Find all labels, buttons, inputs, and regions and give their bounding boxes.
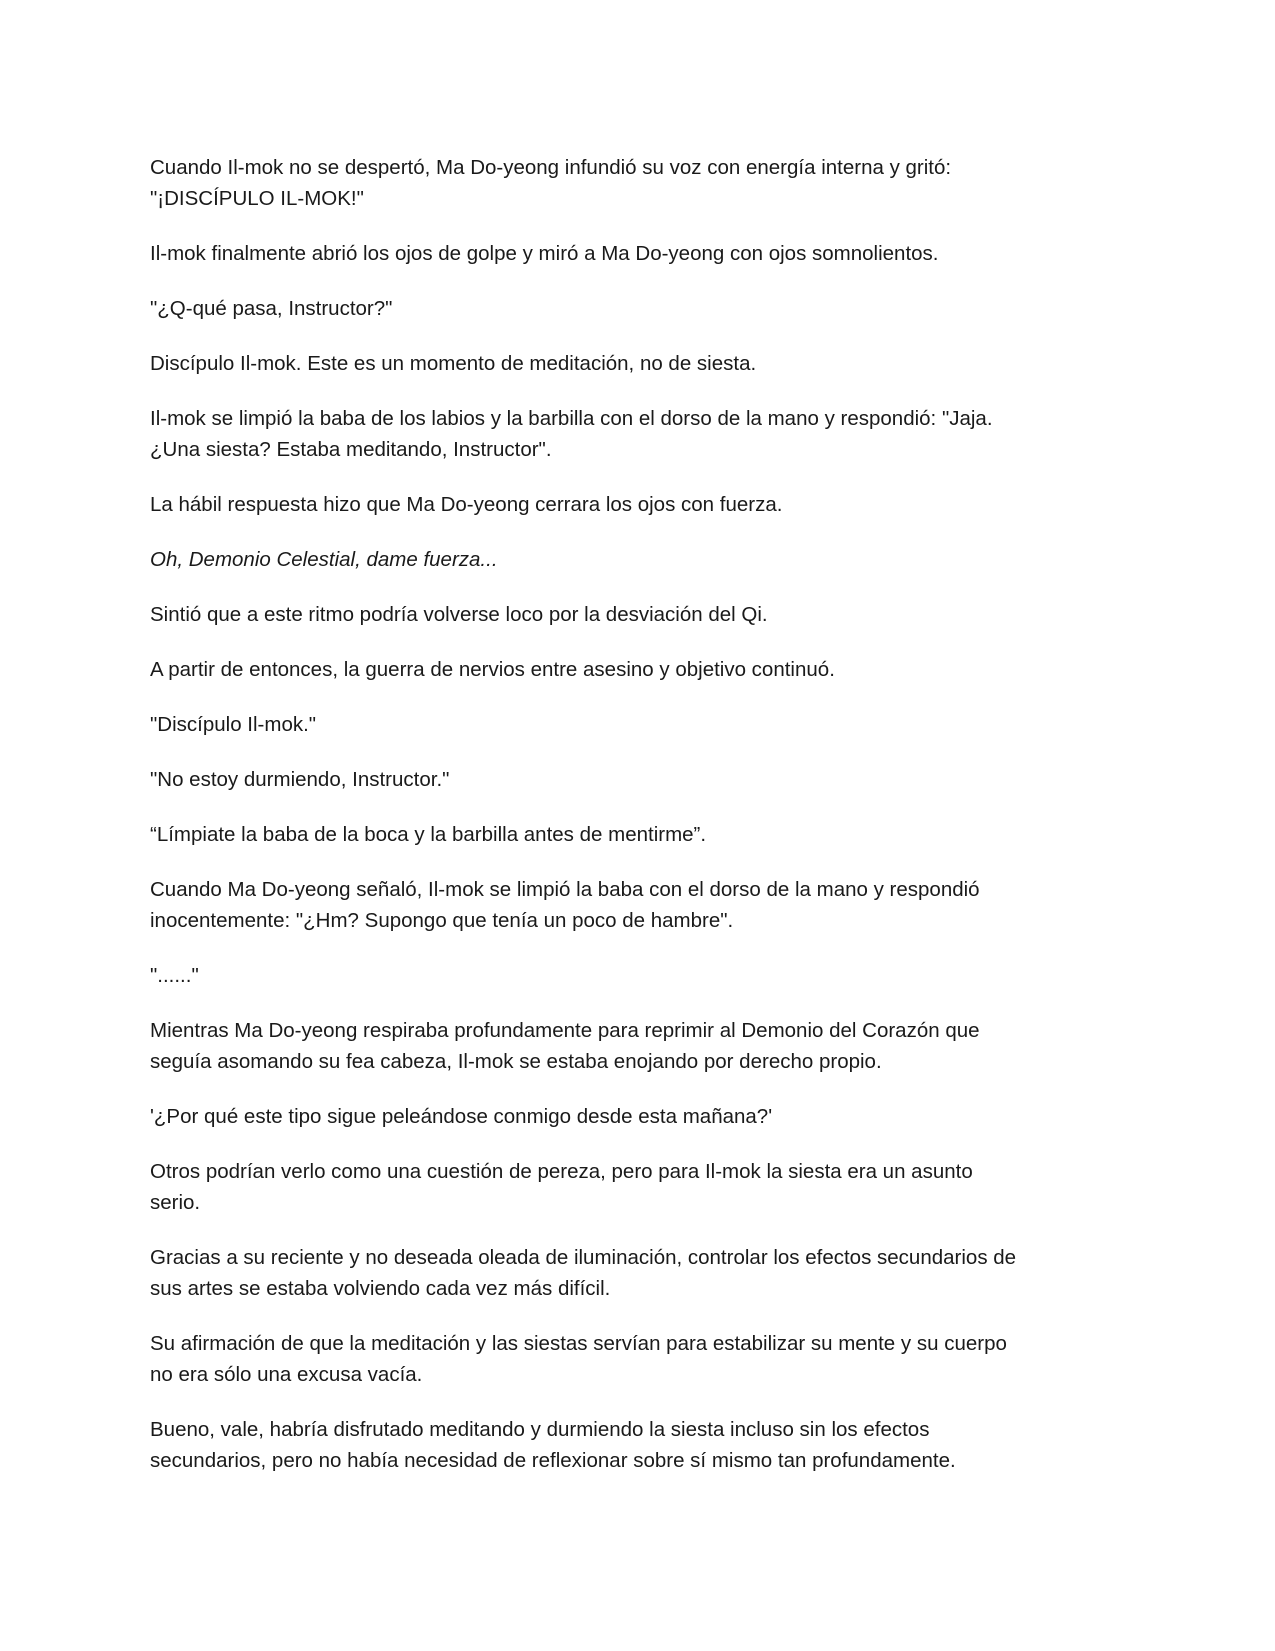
paragraph: Su afirmación de que la meditación y las siestas servían para estabilizar su mente y su cuerpo no era sólo una excusa vacía. xyxy=(150,1332,1007,1386)
paragraph: Sintió que a este ritmo podría volverse loco por la desviación del Qi. xyxy=(150,603,768,626)
paragraph-italic-thought: Oh, Demonio Celestial, dame fuerza... xyxy=(150,548,498,571)
paragraph: Otros podrían verlo como una cuestión de pereza, pero para Il-mok la siesta era un asunto serio. xyxy=(150,1160,973,1214)
paragraph: "No estoy durmiendo, Instructor." xyxy=(150,768,450,791)
paragraph: "......" xyxy=(150,964,199,987)
document-body xyxy=(150,152,1135,1500)
paragraph: Cuando Il-mok no se despertó, Ma Do-yeong infundió su voz con energía interna y gritó: "¡DISCÍPULO IL-MOK!" xyxy=(150,156,952,210)
paragraph: "¿Q-qué pasa, Instructor?" xyxy=(150,297,393,320)
paragraph: A partir de entonces, la guerra de nervios entre asesino y objetivo continuó. xyxy=(150,658,835,681)
paragraph: “Límpiate la baba de la boca y la barbilla antes de mentirme”. xyxy=(150,823,707,846)
paragraph: Discípulo Il-mok. Este es un momento de meditación, no de siesta. xyxy=(150,352,757,375)
paragraph: Gracias a su reciente y no deseada oleada de iluminación, controlar los efectos secundarios de sus artes se estaba volviendo cada vez más difícil. xyxy=(150,1246,1017,1300)
paragraph: La hábil respuesta hizo que Ma Do-yeong cerrara los ojos con fuerza. xyxy=(150,493,783,516)
paragraph: Bueno, vale, habría disfrutado meditando y durmiendo la siesta incluso sin los efectos secundarios, pero no había necesidad de reflexionar sobre sí mismo tan profundamente. xyxy=(150,1418,956,1472)
paragraph: "Discípulo Il-mok." xyxy=(150,713,317,736)
paragraph: Il-mok finalmente abrió los ojos de golpe y miró a Ma Do-yeong con ojos somnolientos. xyxy=(150,242,939,265)
paragraph: Il-mok se limpió la baba de los labios y la barbilla con el dorso de la mano y respondió: "Jaja. ¿Una siesta? Estaba meditando, Instructor". xyxy=(150,407,993,461)
paragraph: Mientras Ma Do-yeong respiraba profundamente para reprimir al Demonio del Corazón que seguía asomando su fea cabeza, Il-mok se estaba enojando por derecho propio. xyxy=(150,1019,980,1073)
paragraph: '¿Por qué este tipo sigue peleándose conmigo desde esta mañana?' xyxy=(150,1105,773,1128)
paragraph: Cuando Ma Do-yeong señaló, Il-mok se limpió la baba con el dorso de la mano y respondió inocentemente: "¿Hm? Supongo que tenía un poco de hambre". xyxy=(150,878,980,932)
